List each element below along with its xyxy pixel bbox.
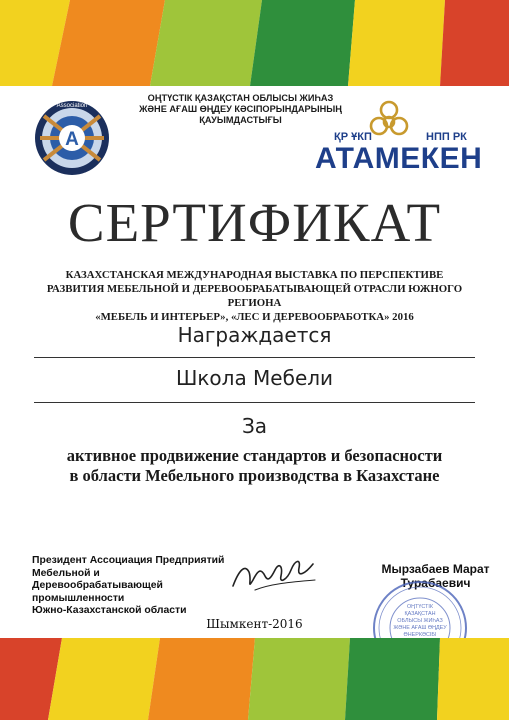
svg-text:ӨНЕРКӘСІБІ: ӨНЕРКӘСІБІ [403,632,437,638]
divider-line [34,402,475,403]
signatory-position: Президент Ассоциация Предприятий Мебельной и Деревообрабатывающей промышленности Южно-Казахстанской области [32,555,225,616]
recipient-name: Школа Мебели [175,366,334,390]
atameken-knot-icon [366,100,412,142]
event-description: КАЗАХСТАНСКАЯ МЕЖДУНАРОДНАЯ ВЫСТАВКА ПО ПЕРСПЕКТИВЕ РАЗВИТИЯ МЕБЕЛЬНОЙ И ДЕРЕВООБРАБАТЫВАЮЩЕЙ ОТРАСЛИ ЮЖНОГО РЕГИОНА «МЕБЕЛЬ И ИНТЕРЬЕР», «ЛЕС И ДЕРЕВООБРАБОТКА» 2016 [46,269,463,323]
award-reason: активное продвижение стандартов и безопасности в области Мебельного производства в Казахстане [66,446,443,485]
svg-text:ОҢТҮСТІК: ОҢТҮСТІК [406,604,434,610]
atameken-wordmark: АТАМЕКЕН [315,142,483,175]
for-label: За [241,414,268,438]
bottom-stripe-band [0,638,509,720]
handwritten-signature [225,550,325,600]
svg-text:ЖӘНЕ АҒАШ ӨҢДЕУ: ЖӘНЕ АҒАШ ӨҢДЕУ [393,625,447,631]
atameken-label-kz: ҚР ҰКП [334,131,372,143]
top-stripe-band [0,0,509,86]
signatory-name: Мырзабаев Марат Турабаевич [381,562,490,590]
svg-text:Association: Association [56,103,88,109]
svg-text:ОБЛЫСЫ ЖИҺАЗ: ОБЛЫСЫ ЖИҺАЗ [397,618,443,624]
divider-line [34,357,475,358]
certificate-title: СЕРТИФИКАТ [67,192,442,253]
atameken-label-ru: НПП РК [426,131,467,143]
association-logo [22,98,122,178]
place-and-date: Шымкент-2016 [206,617,303,631]
svg-text:ҚАЗАҚСТАН: ҚАЗАҚСТАН [404,611,436,617]
awarded-label: Награждается [177,323,332,347]
svg-text:A: A [65,129,79,150]
association-name: ОҢТҮСТІК ҚАЗАҚСТАН ОБЛЫСЫ ЖИҺАЗ ЖӘНЕ АҒАШ ӨҢДЕУ КӘСІПОРЫНДАРЫНЫҢ ҚАУЫМДАСТЫҒЫ [139,93,342,125]
